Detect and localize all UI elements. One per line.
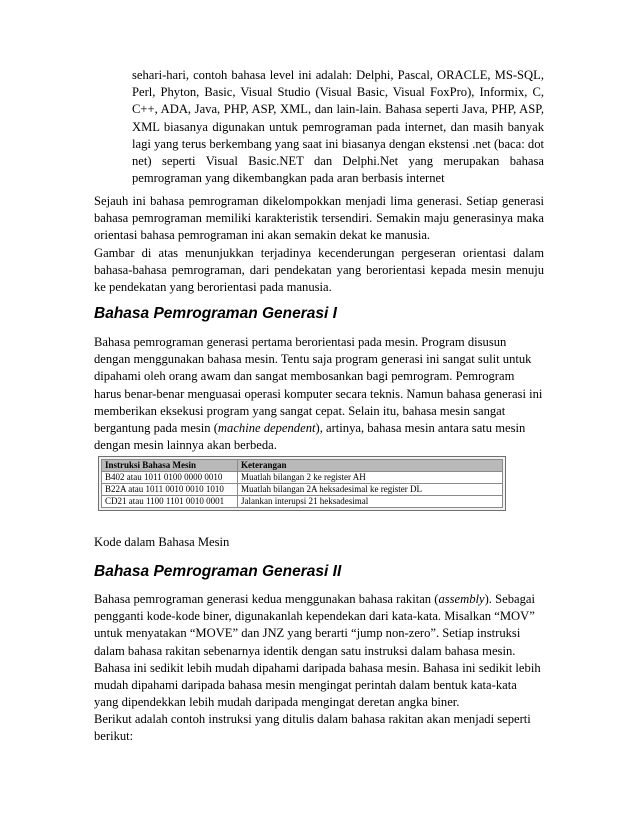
section-2-text-start: Bahasa pemrograman generasi kedua menggunakan bahasa rakitan (: [94, 592, 439, 606]
table-cell-description: Muatlah bilangan 2A heksadesimal ke register DL: [238, 484, 503, 496]
section-1-paragraph: [94, 334, 544, 454]
section-1-heading: Bahasa Pemrograman Generasi I: [94, 305, 337, 322]
section-2-paragraph: [94, 591, 544, 711]
table-cell-instruction: B22A atau 1011 0010 0010 1010: [102, 484, 238, 496]
section-2-italic-term: assembly: [438, 592, 485, 606]
section-2-closing-paragraph: Berikut adalah contoh instruksi yang ditulis dalam bahasa rakitan akan menjadi seperti berikut:: [94, 712, 531, 744]
table-cell-description: Muatlah bilangan 2 ke register AH: [238, 472, 503, 484]
table-cell-description: Jalankan interupsi 21 heksadesimal: [238, 496, 503, 508]
section-2-text-end: ). Sebagai pengganti kode-kode biner, digunakanlah kependekan dari kata-kata. Misalkan “MOV” untuk menyatakan “MOVE” dan JNZ yang berarti “jump non-zero”. Setiap instruksi dalam bahasa rakitan sebenarnya identik dengan satu instruksi dalam bahasa mesin. Bahasa ini sedikit lebih mudah dipahami daripada bahasa mesin. Bahasa ini sedikit lebih mudah dipahami daripada bahasa mesin mengingat perintah dalam bentuk kata-kata yang dipendekkan lebih mudah daripada mengingat deretan angka biner.: [94, 592, 541, 710]
table-header-description: Keterangan: [238, 460, 503, 472]
table-header-row: [102, 460, 503, 472]
table-header-instruction: Instruksi Bahasa Mesin: [102, 460, 238, 472]
section-1-text-end: ), artinya, bahasa mesin antara satu mesin dengan mesin lainnya akan berbeda.: [94, 421, 526, 453]
section-2-heading: Bahasa Pemrograman Generasi II: [94, 563, 342, 580]
section-1-italic-term: machine dependent: [217, 421, 316, 436]
table-row: [102, 472, 503, 484]
generations-paragraph: Sejauh ini bahasa pemrograman dikelompokkan menjadi lima generasi. Setiap generasi bahasa pemrograman memiliki karakteristik tersendiri. Semakin maju generasinya maka orientasi bahasa pemrograman ini akan semakin dekat ke manusia.: [94, 194, 544, 243]
machine-code-table: [98, 456, 506, 511]
table-cell-instruction: B402 atau 1011 0100 0000 0010: [102, 472, 238, 484]
table-caption: Kode dalam Bahasa Mesin: [94, 535, 230, 549]
table-row: [102, 484, 503, 496]
table-row: [102, 496, 503, 508]
table-cell-instruction: CD21 atau 1100 1101 0010 0001: [102, 496, 238, 508]
intro-paragraph: sehari-hari, contoh bahasa level ini adalah: Delphi, Pascal, ORACLE, MS-SQL, Perl, Phyton, Basic, Visual Studio (Visual Basic, Visual FoxPro), Informix, C, C++, ADA, Java, PHP, ASP, XML, dan lain-lain. Bahasa seperti Java, PHP, ASP, XML biasanya digunakan untuk pemrograman pada internet, dan masih banyak lagi yang terus berkembang yang saat ini biasanya dengan ekstensi .net (baca: dot net) seperti Visual Basic.NET dan Delphi.Net yang merupakan bahasa pemrograman yang dikembangkan pada aran berbasis internet: [132, 68, 544, 186]
trend-paragraph: Gambar di atas menunjukkan terjadinya kecenderungan pergeseran orientasi dalam bahasa-bahasa pemrograman, dari pendekatan yang berorientasi kepada mesin menuju ke pendekatan yang berorientasi pada manusia.: [94, 246, 544, 295]
section-1-text-start: Bahasa pemrograman generasi pertama berorientasi pada mesin. Program disusun dengan menggunakan bahasa mesin. Tentu saja program generasi ini sangat sulit untuk dipahami oleh orang awam dan sangat membosankan bagi pemrogram. Pemrogram harus benar-benar menguasai operasi komputer secara teknis. Namun bahasa generasi ini memberikan eksekusi program yang sangat cepat. Selain itu, bahasa mesin sangat bergantung pada mesin (: [94, 335, 543, 436]
